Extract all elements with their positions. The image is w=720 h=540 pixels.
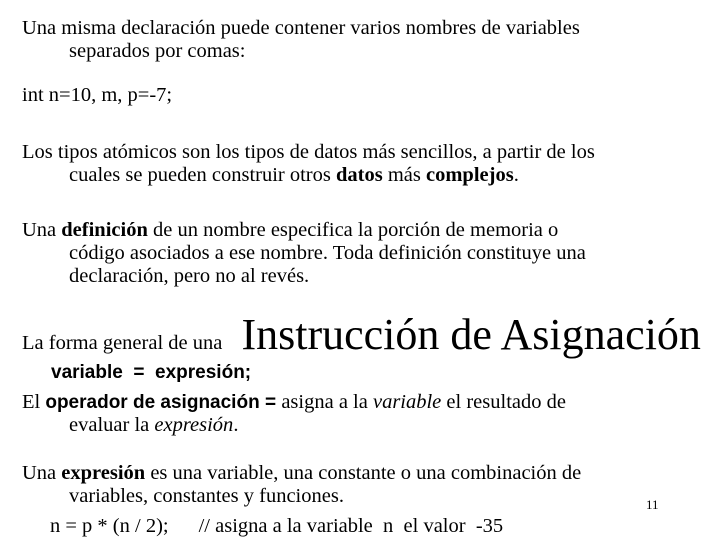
code-comment: // asigna a la variable n el valor -35	[198, 515, 504, 537]
operator-line-2: evaluar la expresión.	[69, 414, 239, 436]
declaration-line-2: separados por comas:	[69, 40, 246, 62]
bold-datos: datos	[336, 164, 383, 186]
paragraph-atomic-types	[22, 141, 702, 187]
expression-line-1: Una expresión es una variable, una constante o una combinación de	[22, 462, 582, 484]
paragraph-code-example	[50, 515, 720, 538]
assignment-prefix: La forma general de una	[22, 332, 228, 354]
slide-number: 11	[646, 497, 659, 512]
operator-line-1: El operador de asignación = asigna a la variable el resultado de	[22, 391, 566, 413]
expression-line-2: variables, constantes y funciones.	[69, 485, 344, 507]
assignment-heading-line	[22, 310, 702, 368]
paragraph-declaration	[22, 17, 702, 63]
paragraph-expression	[22, 462, 702, 508]
paragraph-syntax	[51, 361, 720, 384]
paragraph-operator	[22, 391, 702, 437]
atomic-line-1: Los tipos atómicos son los tipos de datos más sencillos, a partir de los	[22, 141, 595, 163]
code-example-line	[50, 515, 720, 538]
definition-line-2: código asociados a ese nombre. Toda definición constituye una	[69, 242, 586, 264]
definition-line-3: declaración, pero no al revés.	[69, 265, 310, 287]
bold-definicion: definición	[61, 219, 148, 241]
int-example: int n=10, m, p=-7;	[22, 84, 173, 106]
italic-variable: variable	[372, 391, 442, 413]
paragraph-int-example	[22, 84, 702, 107]
bold-complejos: complejos	[426, 164, 514, 186]
bold-operator: operador de asignación =	[45, 392, 282, 413]
code-expression: n = p * (n / 2);	[50, 515, 169, 537]
declaration-line-1: Una misma declaración puede contener varios nombres de variables	[22, 17, 580, 39]
assignment-syntax: variable = expresión;	[51, 362, 252, 383]
atomic-line-2: cuales se pueden construir otros datos más complejos.	[69, 164, 519, 186]
italic-expresion: expresión	[154, 414, 234, 436]
paragraph-assignment-heading	[22, 310, 702, 368]
paragraph-definition	[22, 219, 702, 288]
definition-line-1: Una definición de un nombre especifica la porción de memoria o	[22, 219, 559, 241]
assignment-heading: Instrucción de Asignación	[241, 310, 701, 359]
bold-expresion: expresión	[61, 462, 146, 484]
